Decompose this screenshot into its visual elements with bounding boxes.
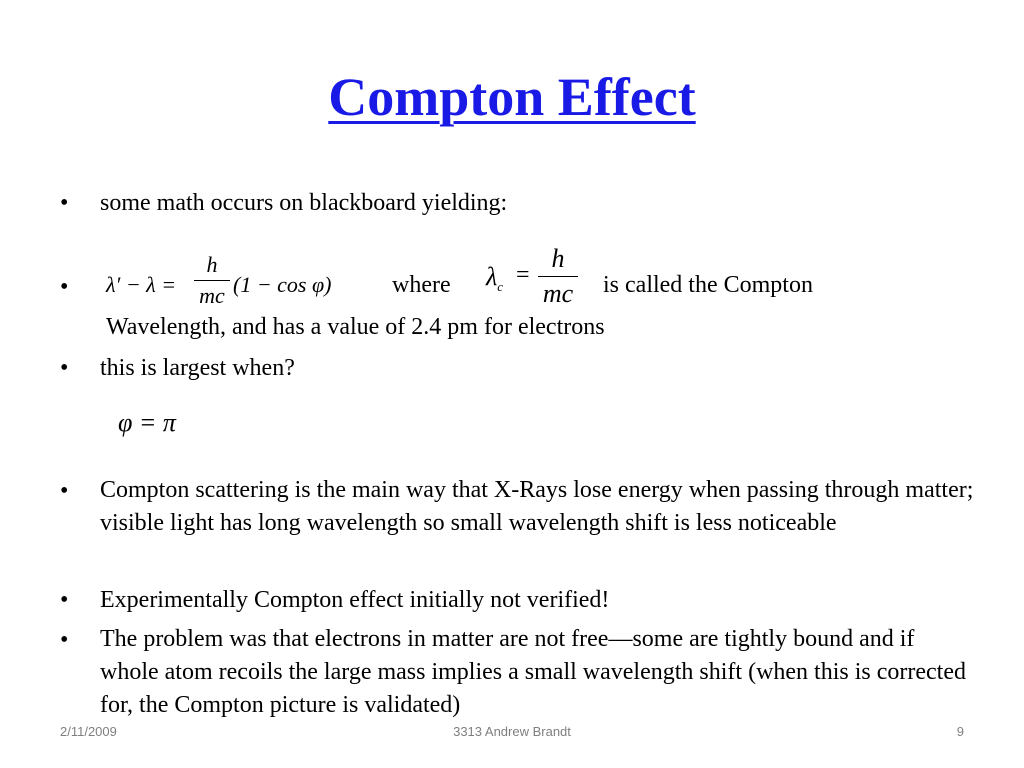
bullet-marker: •: [60, 190, 69, 216]
footer-date: 2/11/2009: [60, 724, 117, 739]
shift-equation-rhs: (1 − cos φ): [233, 272, 332, 297]
shift-equation-lhs: λ′ − λ =: [106, 272, 177, 297]
footer-page-number: 9: [956, 724, 964, 739]
compton-fraction: [538, 244, 578, 309]
bullet-text-1: some math occurs on blackboard yielding:: [100, 190, 508, 216]
bullet-marker: •: [60, 355, 69, 381]
compton-fraction-numerator: h: [551, 244, 565, 273]
fraction-bar: [194, 280, 230, 281]
shift-fraction-denominator: mc: [199, 283, 225, 308]
compton-subscript: c: [497, 279, 504, 295]
footer-author: 3313 Andrew Brandt: [453, 724, 571, 739]
bullet-text-4: Compton scattering is the main way that X-Rays lose energy when passing through matter; visible light has long wavelength so small wavelength shift is less noticeable: [100, 477, 974, 536]
compton-wavelength-text: Wavelength, and has a value of 2.4 pm for electrons: [106, 314, 605, 340]
bullet-text-6: The problem was that electrons in matter are not free—some are tightly bound and if whole atom recoils the large mass implies a small wavelength shift (when this is corrected for, the Compton picture is validated): [100, 626, 966, 718]
compton-called-text: is called the Compton: [603, 272, 813, 298]
shift-fraction-numerator: h: [206, 252, 218, 277]
bullet-marker: •: [60, 478, 69, 504]
bullet-marker: •: [60, 587, 69, 613]
slide-title: Compton Effect: [328, 67, 696, 127]
bullet-marker: •: [60, 274, 69, 300]
bullet-marker: •: [60, 627, 69, 653]
bullet-text-5: Experimentally Compton effect initially not verified!: [100, 587, 610, 613]
phi-equals-pi-equation: φ = π: [118, 408, 176, 437]
shift-fraction: [194, 252, 230, 309]
bullet-text-3: this is largest when?: [100, 355, 295, 381]
compton-fraction-denominator: mc: [542, 279, 574, 308]
fraction-bar: [538, 276, 578, 277]
compton-lambda-symbol: λ: [486, 262, 498, 291]
compton-equals: =: [516, 262, 530, 288]
where-label: where: [392, 272, 451, 298]
compton-lambda: [486, 262, 503, 295]
